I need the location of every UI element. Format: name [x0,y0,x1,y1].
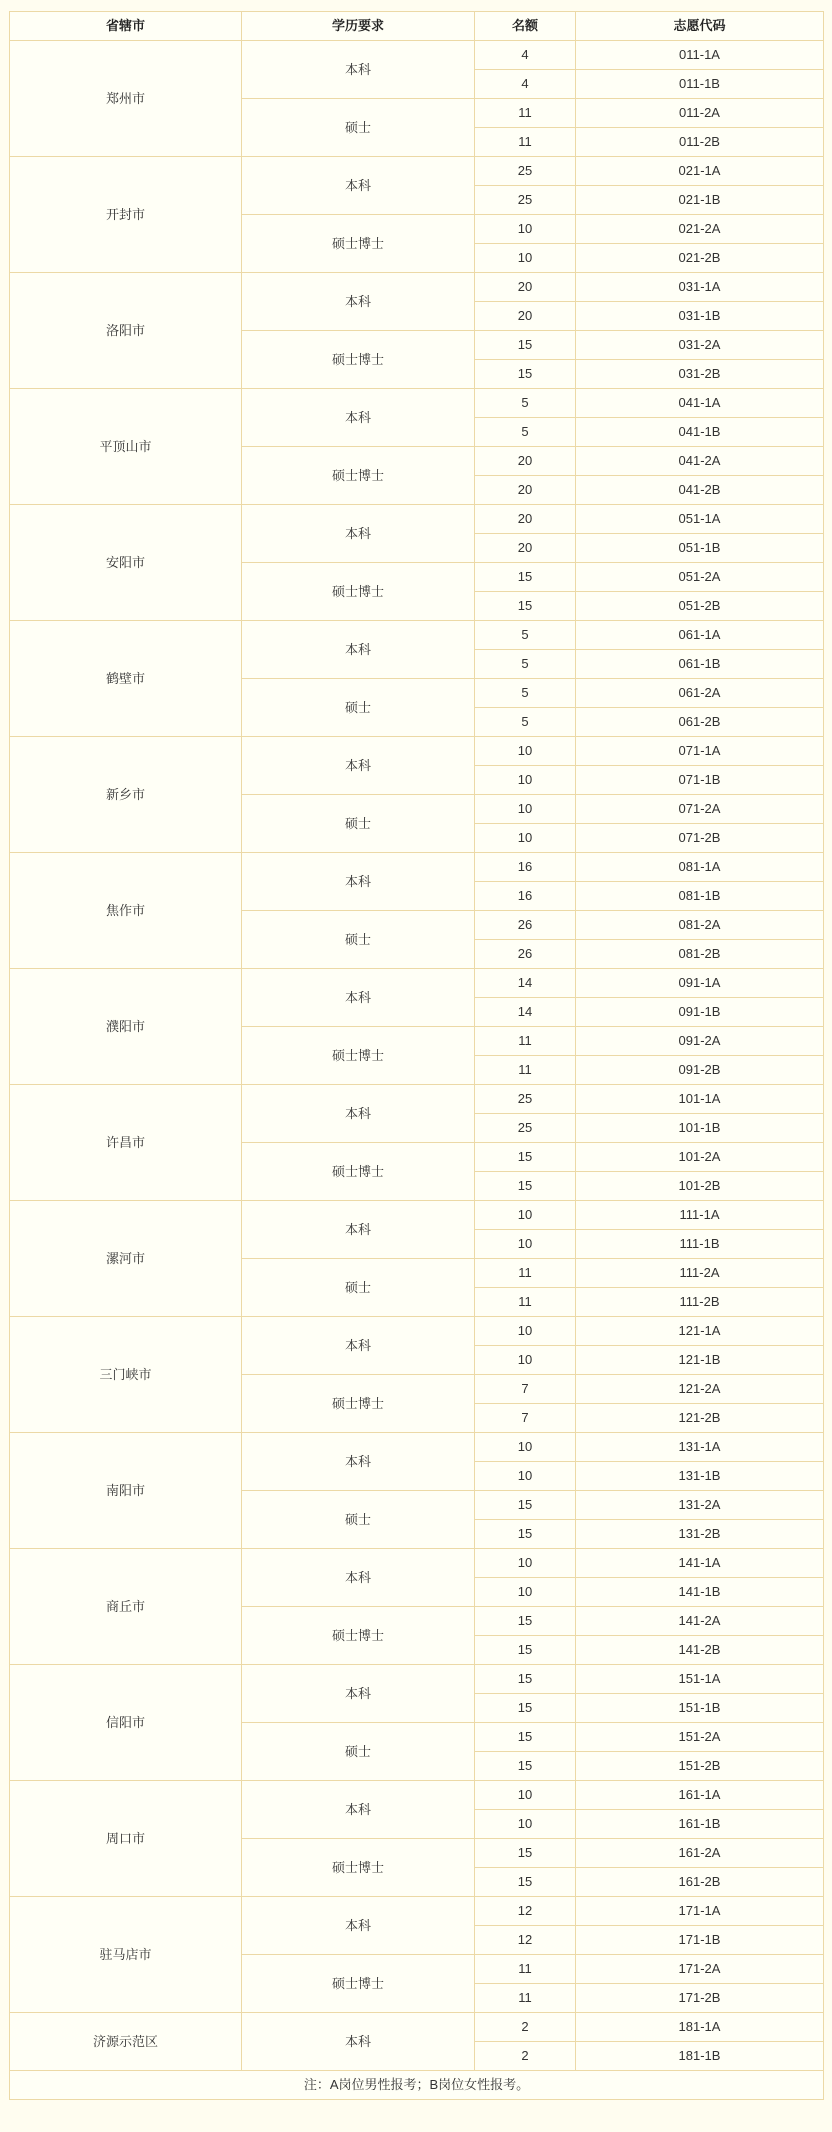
quota-cell: 10 [475,1810,576,1839]
code-cell: 111-2A [576,1259,824,1288]
quota-cell: 5 [475,679,576,708]
code-cell: 121-1A [576,1317,824,1346]
quota-cell: 20 [475,447,576,476]
code-cell: 121-1B [576,1346,824,1375]
code-cell: 061-2B [576,708,824,737]
code-cell: 141-2A [576,1607,824,1636]
table-row [10,853,824,882]
code-cell: 171-2B [576,1984,824,2013]
code-cell: 021-2A [576,215,824,244]
code-cell: 141-2B [576,1636,824,1665]
table-row [10,1085,824,1114]
quota-cell: 26 [475,911,576,940]
education-cell: 硕士 [242,679,475,737]
quota-cell: 15 [475,1172,576,1201]
code-cell: 131-1B [576,1462,824,1491]
education-cell: 硕士 [242,1259,475,1317]
quota-cell: 15 [475,1143,576,1172]
table-header-row [10,12,824,41]
education-cell: 本科 [242,1085,475,1143]
education-cell: 本科 [242,41,475,99]
quota-cell: 10 [475,737,576,766]
code-cell: 081-2B [576,940,824,969]
quota-cell: 12 [475,1897,576,1926]
page [0,11,832,2100]
code-cell: 061-1B [576,650,824,679]
education-cell: 本科 [242,969,475,1027]
city-cell: 开封市 [10,157,242,273]
table-row [10,505,824,534]
education-cell: 硕士博士 [242,331,475,389]
code-cell: 111-1B [576,1230,824,1259]
education-cell: 本科 [242,1317,475,1375]
quota-cell: 10 [475,1578,576,1607]
quota-cell: 15 [475,1868,576,1897]
quota-cell: 10 [475,1781,576,1810]
city-cell: 平顶山市 [10,389,242,505]
quota-cell: 25 [475,186,576,215]
header-code: 志愿代码 [576,12,824,41]
education-cell: 硕士 [242,1491,475,1549]
quota-cell: 11 [475,128,576,157]
quota-cell: 10 [475,244,576,273]
code-cell: 151-1A [576,1665,824,1694]
code-cell: 091-1B [576,998,824,1027]
code-cell: 131-2B [576,1520,824,1549]
quota-cell: 15 [475,592,576,621]
code-cell: 031-1A [576,273,824,302]
code-cell: 151-2A [576,1723,824,1752]
header-education: 学历要求 [242,12,475,41]
quota-cell: 10 [475,1346,576,1375]
education-cell: 本科 [242,1549,475,1607]
table-row [10,621,824,650]
city-cell: 鹤壁市 [10,621,242,737]
quota-cell: 11 [475,1288,576,1317]
code-cell: 101-2B [576,1172,824,1201]
code-cell: 071-1A [576,737,824,766]
code-cell: 011-1A [576,41,824,70]
quota-cell: 15 [475,1723,576,1752]
quota-cell: 16 [475,882,576,911]
code-cell: 111-2B [576,1288,824,1317]
code-cell: 081-1B [576,882,824,911]
quota-cell: 15 [475,563,576,592]
code-cell: 071-1B [576,766,824,795]
education-cell: 硕士博士 [242,1027,475,1085]
quota-cell: 10 [475,1462,576,1491]
code-cell: 151-1B [576,1694,824,1723]
quota-cell: 11 [475,99,576,128]
code-cell: 011-1B [576,70,824,99]
code-cell: 181-1A [576,2013,824,2042]
quota-cell: 5 [475,621,576,650]
city-cell: 三门峡市 [10,1317,242,1433]
code-cell: 051-2B [576,592,824,621]
table-row [10,1549,824,1578]
code-cell: 061-1A [576,621,824,650]
code-cell: 111-1A [576,1201,824,1230]
city-cell: 洛阳市 [10,273,242,389]
code-cell: 141-1B [576,1578,824,1607]
header-city: 省辖市 [10,12,242,41]
quota-cell: 20 [475,302,576,331]
education-cell: 本科 [242,157,475,215]
education-cell: 本科 [242,1433,475,1491]
table-row [10,389,824,418]
quota-cell: 15 [475,331,576,360]
quota-cell: 15 [475,1607,576,1636]
code-cell: 161-1B [576,1810,824,1839]
education-cell: 本科 [242,853,475,911]
quota-cell: 15 [475,1520,576,1549]
quota-cell: 20 [475,505,576,534]
code-cell: 161-1A [576,1781,824,1810]
code-cell: 161-2A [576,1839,824,1868]
quota-cell: 10 [475,215,576,244]
table-note: 注：A岗位男性报考；B岗位女性报考。 [10,2071,824,2100]
table-row [10,1317,824,1346]
quota-cell: 15 [475,1665,576,1694]
quota-cell: 15 [475,1694,576,1723]
quota-cell: 14 [475,969,576,998]
quota-cell: 10 [475,1230,576,1259]
table-row [10,1433,824,1462]
code-cell: 011-2B [576,128,824,157]
table-row [10,1665,824,1694]
quota-cell: 15 [475,1491,576,1520]
code-cell: 021-1B [576,186,824,215]
quota-cell: 5 [475,418,576,447]
city-cell: 漯河市 [10,1201,242,1317]
code-cell: 101-1A [576,1085,824,1114]
quota-cell: 26 [475,940,576,969]
quota-cell: 10 [475,1201,576,1230]
code-cell: 071-2B [576,824,824,853]
quota-cell: 20 [475,534,576,563]
code-cell: 091-2A [576,1027,824,1056]
education-cell: 硕士博士 [242,563,475,621]
quota-cell: 11 [475,1027,576,1056]
header-quota: 名额 [475,12,576,41]
code-cell: 051-1B [576,534,824,563]
code-cell: 131-1A [576,1433,824,1462]
code-cell: 171-2A [576,1955,824,1984]
quota-cell: 15 [475,1636,576,1665]
code-cell: 031-1B [576,302,824,331]
table-row [10,1781,824,1810]
quota-cell: 25 [475,157,576,186]
quota-cell: 14 [475,998,576,1027]
quota-cell: 15 [475,360,576,389]
quota-cell: 25 [475,1085,576,1114]
code-cell: 081-1A [576,853,824,882]
education-cell: 本科 [242,1665,475,1723]
education-cell: 硕士博士 [242,1375,475,1433]
education-cell: 硕士博士 [242,1955,475,2013]
education-cell: 本科 [242,1201,475,1259]
education-cell: 本科 [242,737,475,795]
quota-cell: 25 [475,1114,576,1143]
code-cell: 151-2B [576,1752,824,1781]
quota-cell: 10 [475,766,576,795]
education-cell: 硕士 [242,99,475,157]
quota-cell: 11 [475,1259,576,1288]
city-cell: 许昌市 [10,1085,242,1201]
education-cell: 本科 [242,505,475,563]
code-cell: 051-1A [576,505,824,534]
code-cell: 011-2A [576,99,824,128]
education-cell: 硕士 [242,795,475,853]
education-cell: 硕士博士 [242,1607,475,1665]
table-row [10,157,824,186]
city-cell: 商丘市 [10,1549,242,1665]
table-body [10,41,824,2071]
city-cell: 郑州市 [10,41,242,157]
table-row [10,1897,824,1926]
city-cell: 南阳市 [10,1433,242,1549]
education-cell: 硕士博士 [242,447,475,505]
table-row [10,41,824,70]
quota-cell: 10 [475,824,576,853]
code-cell: 051-2A [576,563,824,592]
code-cell: 041-1A [576,389,824,418]
quota-cell: 16 [475,853,576,882]
table-row [10,737,824,766]
education-cell: 硕士 [242,911,475,969]
city-cell: 周口市 [10,1781,242,1897]
quota-cell: 20 [475,476,576,505]
code-cell: 031-2A [576,331,824,360]
education-cell: 硕士博士 [242,215,475,273]
quota-cell: 15 [475,1752,576,1781]
quota-cell: 12 [475,1926,576,1955]
code-cell: 061-2A [576,679,824,708]
code-cell: 081-2A [576,911,824,940]
code-cell: 161-2B [576,1868,824,1897]
education-cell: 硕士 [242,1723,475,1781]
code-cell: 091-2B [576,1056,824,1085]
education-cell: 本科 [242,389,475,447]
education-cell: 本科 [242,273,475,331]
code-cell: 121-2B [576,1404,824,1433]
code-cell: 021-2B [576,244,824,273]
code-cell: 101-1B [576,1114,824,1143]
quota-cell: 10 [475,795,576,824]
city-cell: 驻马店市 [10,1897,242,2013]
code-cell: 101-2A [576,1143,824,1172]
code-cell: 121-2A [576,1375,824,1404]
code-cell: 031-2B [576,360,824,389]
table-row [10,969,824,998]
city-cell: 信阳市 [10,1665,242,1781]
education-cell: 本科 [242,1897,475,1955]
quota-cell: 4 [475,41,576,70]
quota-cell: 11 [475,1955,576,1984]
quota-cell: 10 [475,1549,576,1578]
note-row [10,2071,824,2100]
quota-cell: 2 [475,2013,576,2042]
code-cell: 071-2A [576,795,824,824]
code-cell: 141-1A [576,1549,824,1578]
table-row [10,273,824,302]
education-cell: 本科 [242,621,475,679]
city-cell: 济源示范区 [10,2013,242,2071]
quota-cell: 20 [475,273,576,302]
code-cell: 041-2B [576,476,824,505]
code-cell: 041-2A [576,447,824,476]
quota-cell: 7 [475,1375,576,1404]
city-cell: 濮阳市 [10,969,242,1085]
city-cell: 新乡市 [10,737,242,853]
quota-cell: 5 [475,389,576,418]
quota-table [9,11,824,2100]
education-cell: 硕士博士 [242,1839,475,1897]
quota-cell: 10 [475,1317,576,1346]
education-cell: 本科 [242,2013,475,2071]
quota-cell: 11 [475,1984,576,2013]
code-cell: 171-1B [576,1926,824,1955]
education-cell: 本科 [242,1781,475,1839]
code-cell: 131-2A [576,1491,824,1520]
city-cell: 安阳市 [10,505,242,621]
code-cell: 041-1B [576,418,824,447]
quota-cell: 7 [475,1404,576,1433]
quota-cell: 11 [475,1056,576,1085]
code-cell: 181-1B [576,2042,824,2071]
quota-cell: 5 [475,650,576,679]
table-row [10,2013,824,2042]
code-cell: 171-1A [576,1897,824,1926]
city-cell: 焦作市 [10,853,242,969]
quota-cell: 10 [475,1433,576,1462]
code-cell: 091-1A [576,969,824,998]
education-cell: 硕士博士 [242,1143,475,1201]
table-row [10,1201,824,1230]
code-cell: 021-1A [576,157,824,186]
quota-cell: 2 [475,2042,576,2071]
quota-cell: 5 [475,708,576,737]
quota-cell: 4 [475,70,576,99]
quota-cell: 15 [475,1839,576,1868]
